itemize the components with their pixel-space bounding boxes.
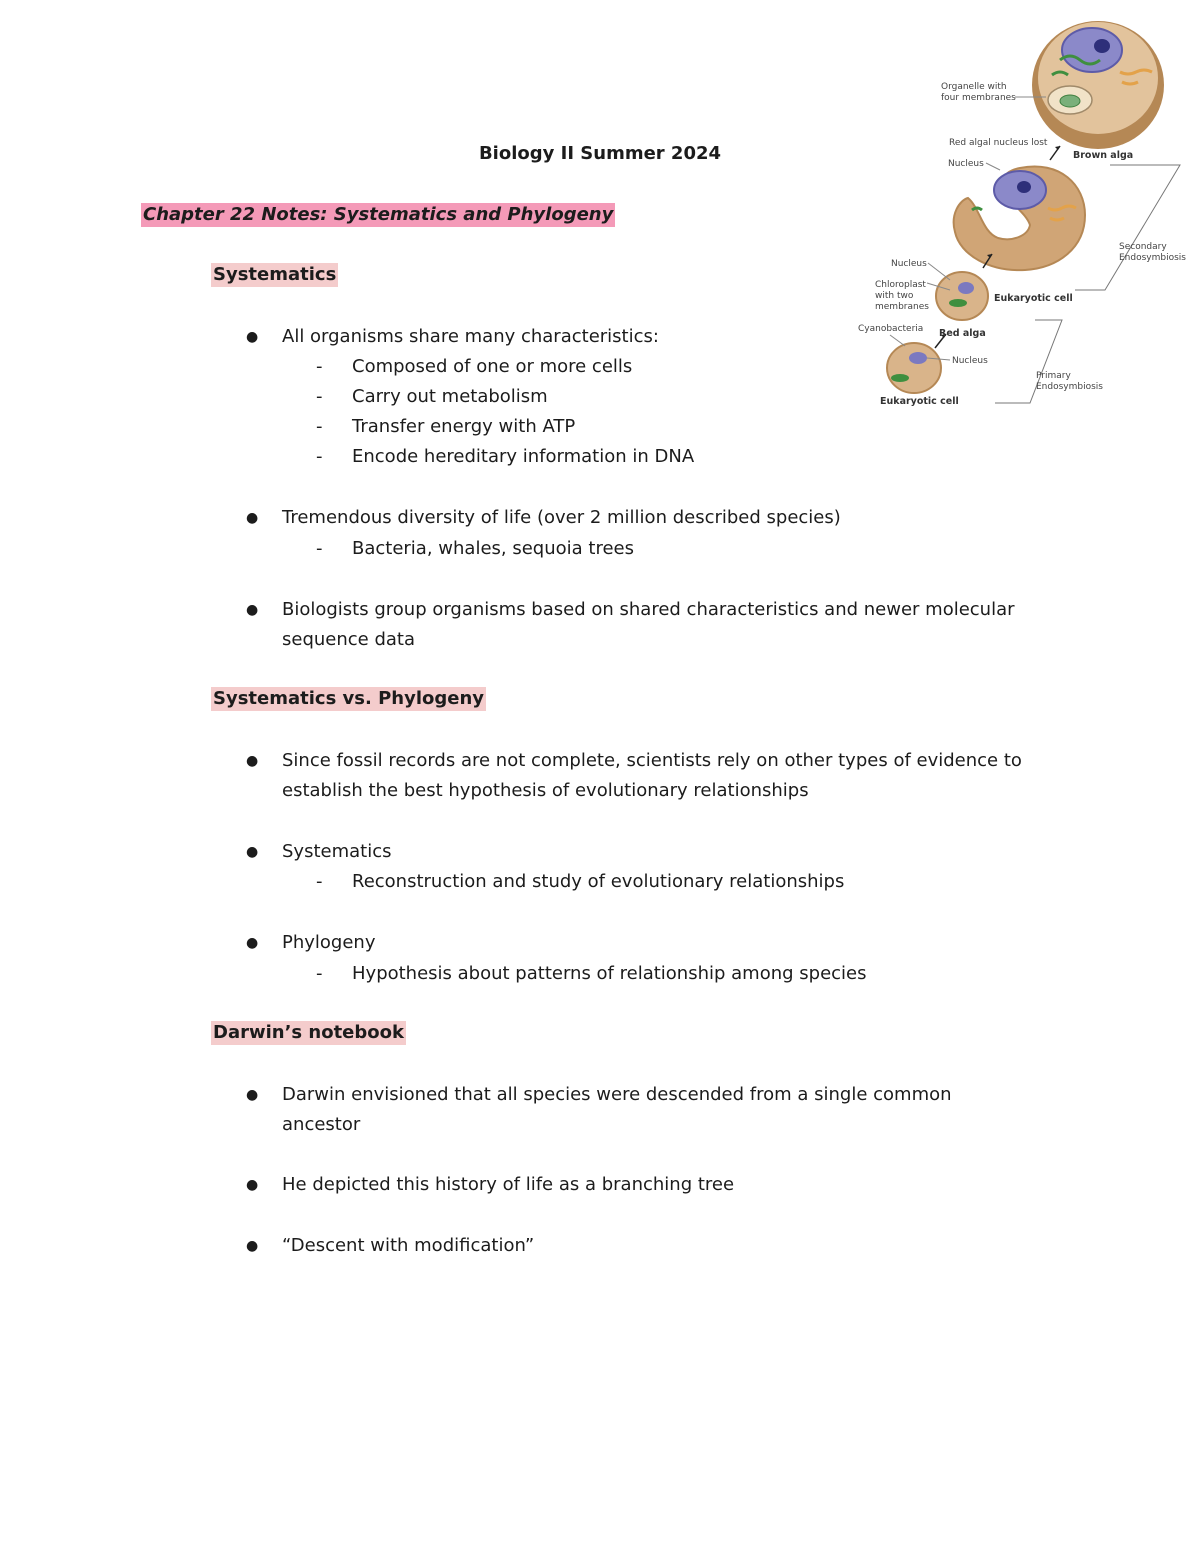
- red-alga-label: Red alga: [939, 328, 986, 339]
- nucleus-label: Nucleus: [948, 159, 984, 169]
- eukaryotic-cell-label: Eukaryotic cell: [880, 396, 959, 407]
- leader-line: [986, 163, 1000, 170]
- section-heading-darwins-notebook: Darwin’s notebook: [213, 1022, 404, 1043]
- bullet-item: ● He depicted this history of life as a branching tree: [282, 1170, 1072, 1200]
- sub-item: - Bacteria, whales, sequoia trees: [352, 534, 634, 564]
- organelle-label: four membranes: [941, 93, 1016, 103]
- dash-marker: -: [316, 416, 323, 437]
- dash-marker: -: [316, 871, 323, 892]
- bullet-item: ● Darwin envisioned that all species were descended from a single common ancestor: [282, 1080, 1072, 1140]
- bullet-dot: ●: [246, 329, 259, 345]
- dash-marker: -: [316, 446, 323, 467]
- bullet-dot: ●: [246, 935, 259, 951]
- bullet-item: ● Phylogeny: [282, 928, 1072, 958]
- sub-item: - Transfer energy with ATP: [352, 412, 575, 442]
- leader-line: [928, 263, 950, 280]
- sub-item: - Carry out metabolism: [352, 382, 548, 412]
- leader-line: [890, 335, 905, 346]
- chloroplast-label: Chloroplast: [875, 280, 926, 290]
- sub-item: - Composed of one or more cells: [352, 352, 632, 382]
- secondary-endosymbiosis-label: Secondary: [1119, 242, 1167, 252]
- bullet-item: ● Biologists group organisms based on shared characteristics and newer molecular sequence data: [282, 595, 1072, 655]
- bullet-item: ● All organisms share many characteristics:: [282, 322, 1072, 352]
- secondary-endosymbiosis-label: Endosymbiosis: [1119, 253, 1186, 263]
- primary-endosymbiosis-label: Endosymbiosis: [1036, 382, 1103, 392]
- primary-endosymbiosis-label: Primary: [1036, 371, 1071, 381]
- bullet-dot: ●: [246, 753, 259, 769]
- bullet-dot: ●: [246, 1238, 259, 1254]
- sub-item: - Hypothesis about patterns of relationship among species: [352, 959, 867, 989]
- eukaryotic-cell-middle: [954, 166, 1085, 270]
- cyanobacteria-label: Cyanobacteria: [858, 324, 924, 334]
- eukaryotic-cell-label: Eukaryotic cell: [994, 293, 1073, 304]
- bullet-item: ● Since fossil records are not complete, scientists rely on other types of evidence to establish the best hypothesis of evolutionary relationships: [282, 746, 1072, 806]
- bullet-item: ● Tremendous diversity of life (over 2 million described species): [282, 503, 1072, 533]
- brown-alga-label: Brown alga: [1073, 150, 1134, 161]
- dash-marker: -: [316, 963, 323, 984]
- bullet-dot: ●: [246, 1177, 259, 1193]
- endosymbiosis-figure: [850, 15, 1195, 410]
- dash-marker: -: [316, 538, 323, 559]
- section-heading-systematics: Systematics: [213, 264, 337, 285]
- document-title: Biology II Summer 2024: [478, 143, 722, 164]
- eukaryotic-cell-bottom: [887, 343, 941, 393]
- bullet-dot: ●: [246, 602, 259, 618]
- dash-marker: -: [316, 386, 323, 407]
- red-alga-cell: [936, 272, 988, 320]
- bullet-item: ● Systematics: [282, 837, 1072, 867]
- sub-item: - Reconstruction and study of evolutionary relationships: [352, 867, 844, 897]
- chloroplast-label: membranes: [875, 302, 929, 312]
- dash-marker: -: [316, 356, 323, 377]
- secondary-bracket: [1075, 165, 1180, 290]
- nucleus-label: Nucleus: [952, 356, 988, 366]
- bullet-dot: ●: [246, 510, 259, 526]
- bullet-item: ● “Descent with modification”: [282, 1231, 1072, 1261]
- organelle-label: Organelle with: [941, 82, 1007, 92]
- brown-alga-cell: [1032, 21, 1164, 149]
- nucleus-label: Nucleus: [891, 259, 927, 269]
- bullet-dot: ●: [246, 1087, 259, 1103]
- red-algal-nucleus-lost-label: Red algal nucleus lost: [949, 138, 1048, 148]
- bullet-dot: ●: [246, 844, 259, 860]
- chapter-heading: Chapter 22 Notes: Systematics and Phylogeny: [143, 204, 614, 225]
- section-heading-systematics-vs-phylogeny: Systematics vs. Phylogeny: [213, 688, 485, 709]
- sub-item: - Encode hereditary information in DNA: [352, 442, 694, 472]
- chloroplast-label: with two: [875, 291, 914, 301]
